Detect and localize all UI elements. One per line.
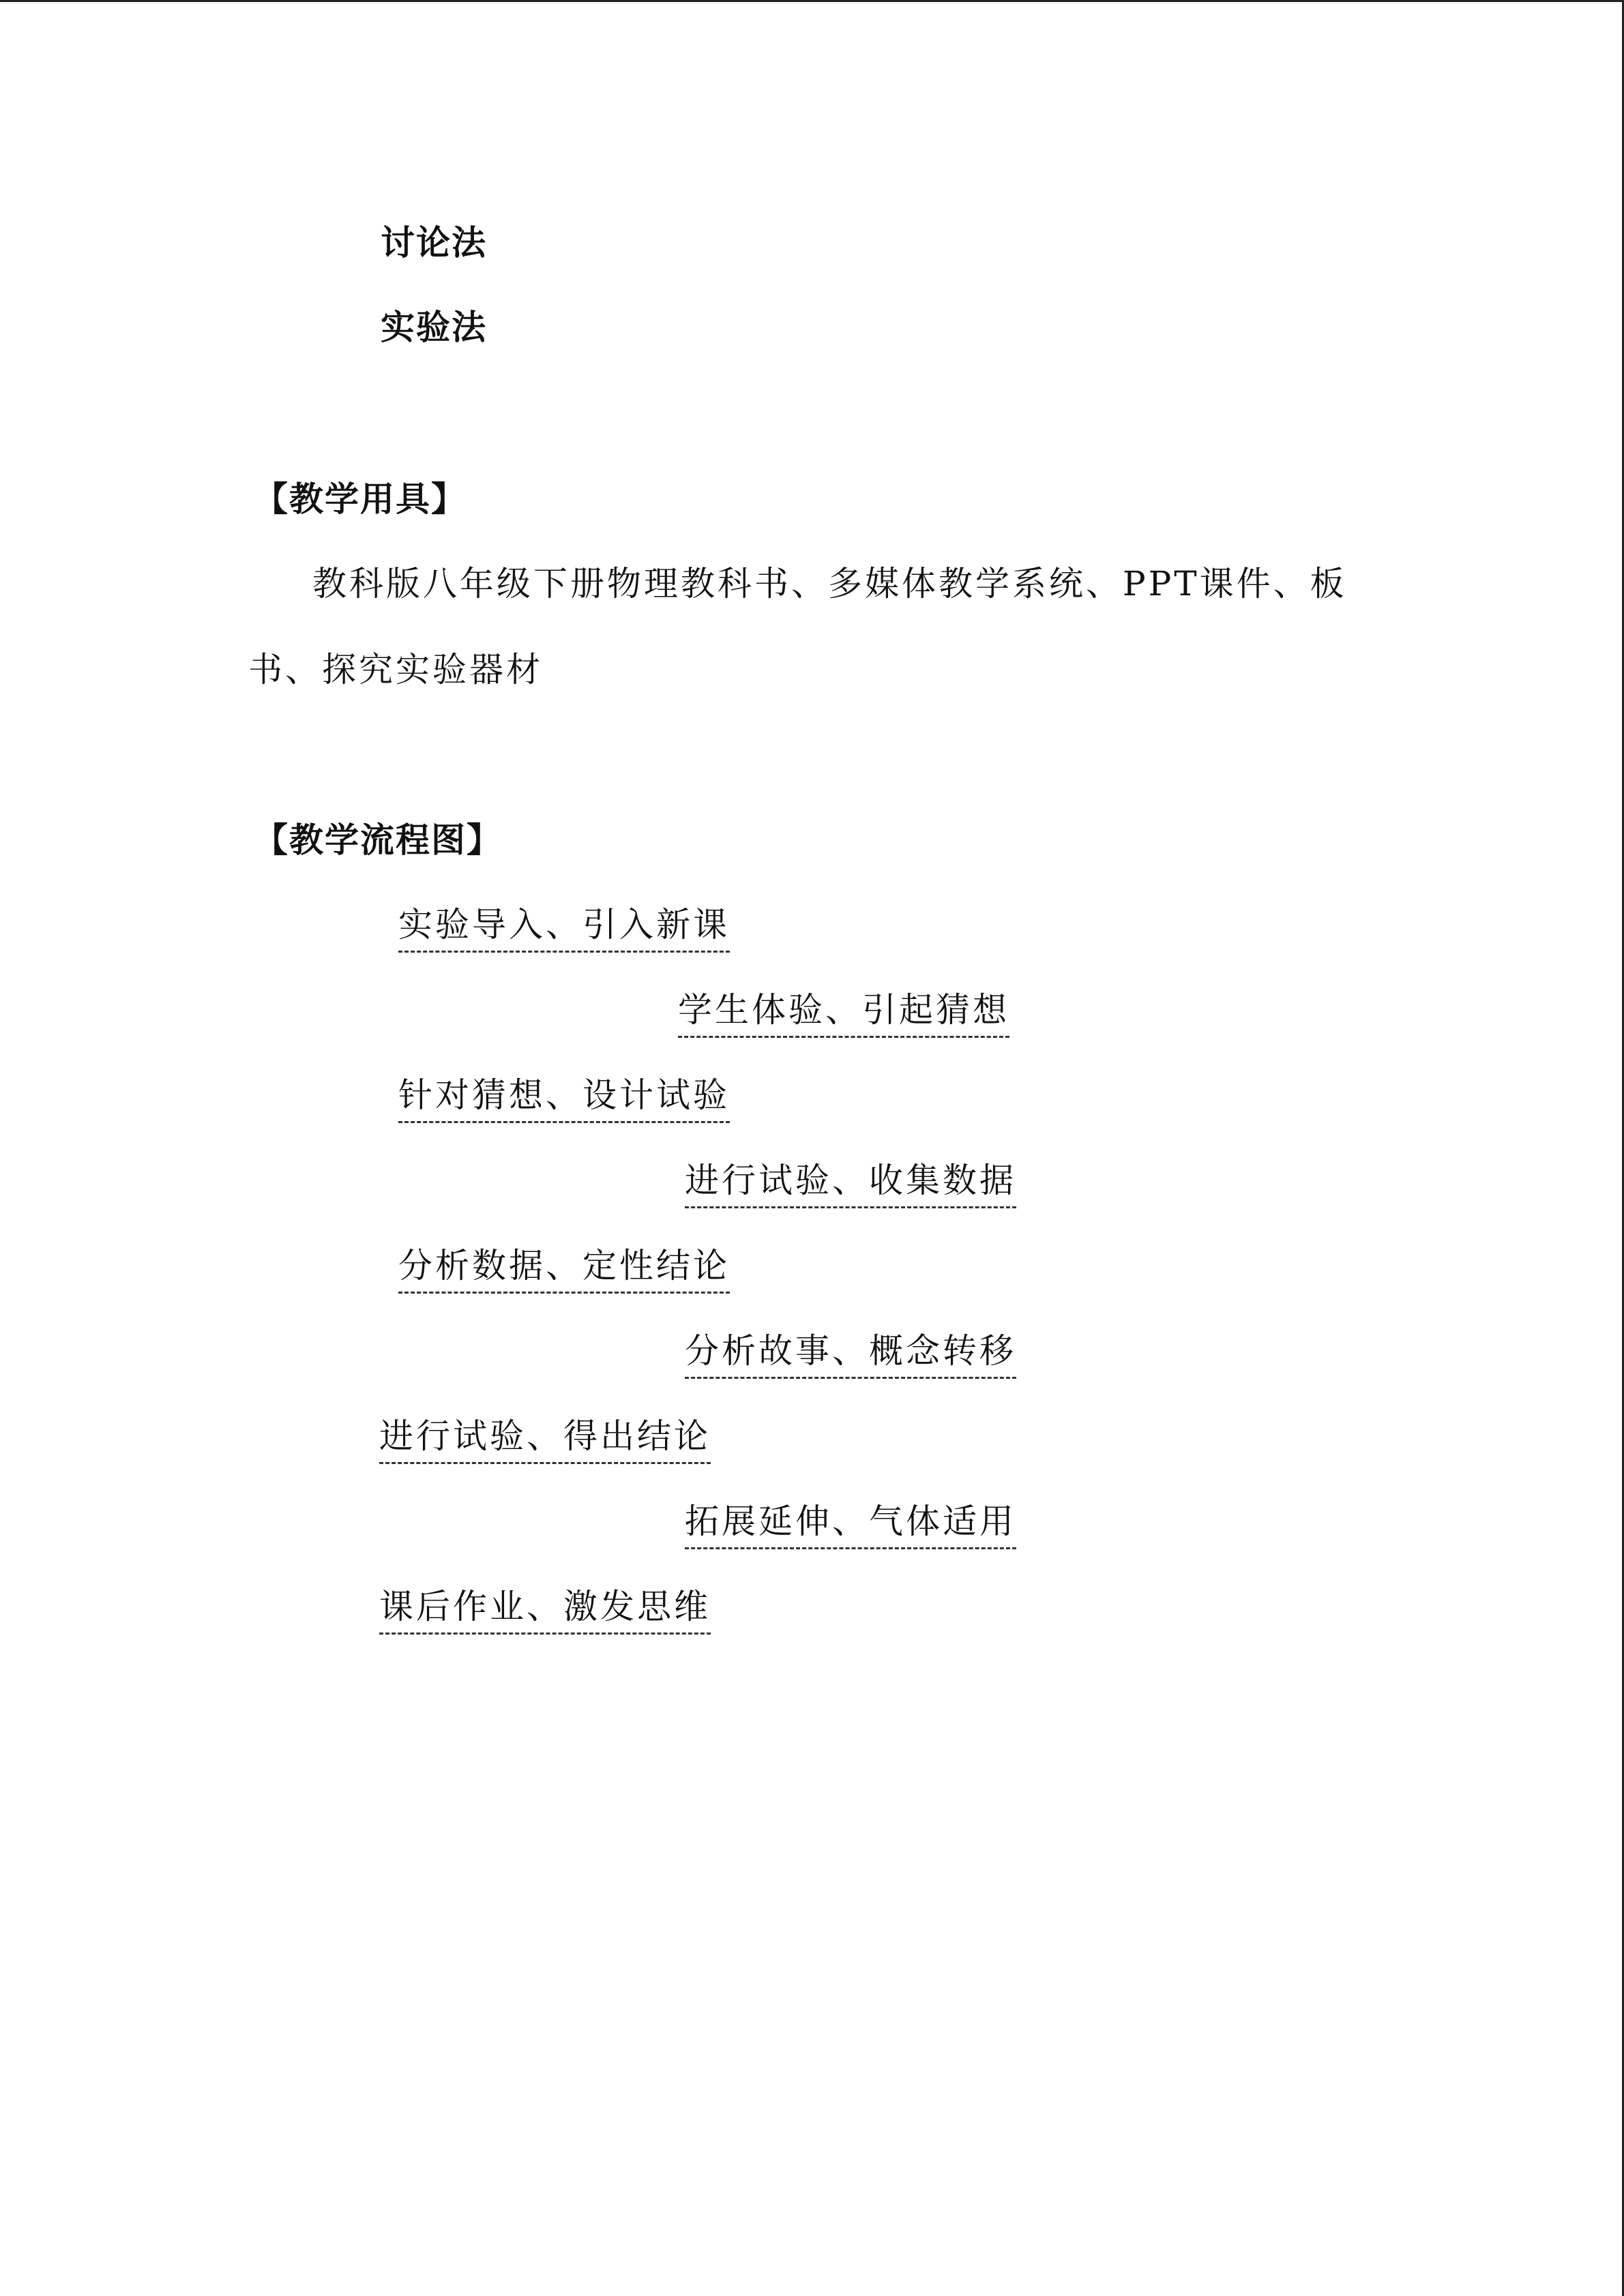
tools-text-line-1: 教科版八年级下册物理教科书、多媒体教学系统、PPT课件、板 xyxy=(312,564,1347,603)
flow-step-4: 进行试验、收集数据 xyxy=(685,1159,1016,1208)
flow-step-7: 进行试验、得出结论 xyxy=(379,1414,711,1464)
flow-step-2: 学生体验、引起猜想 xyxy=(678,988,1009,1038)
flow-step-6: 分析故事、概念转移 xyxy=(685,1329,1016,1379)
tools-text-line-2: 书、探究实验器材 xyxy=(248,650,543,689)
tools-heading: 【教学用具】 xyxy=(254,479,467,519)
flow-step-5: 分析数据、定性结论 xyxy=(398,1244,730,1294)
flow-step-9: 课后作业、激发思维 xyxy=(379,1585,711,1635)
method-experiment: 实验法 xyxy=(381,307,487,347)
flowchart-heading: 【教学流程图】 xyxy=(254,820,502,860)
method-discussion: 讨论法 xyxy=(381,222,487,263)
flow-step-8: 拓展延伸、气体适用 xyxy=(685,1500,1016,1549)
page-border-top xyxy=(0,0,1624,2)
flow-step-1: 实验导入、引入新课 xyxy=(398,903,730,953)
flow-step-3: 针对猜想、设计试验 xyxy=(398,1073,730,1123)
